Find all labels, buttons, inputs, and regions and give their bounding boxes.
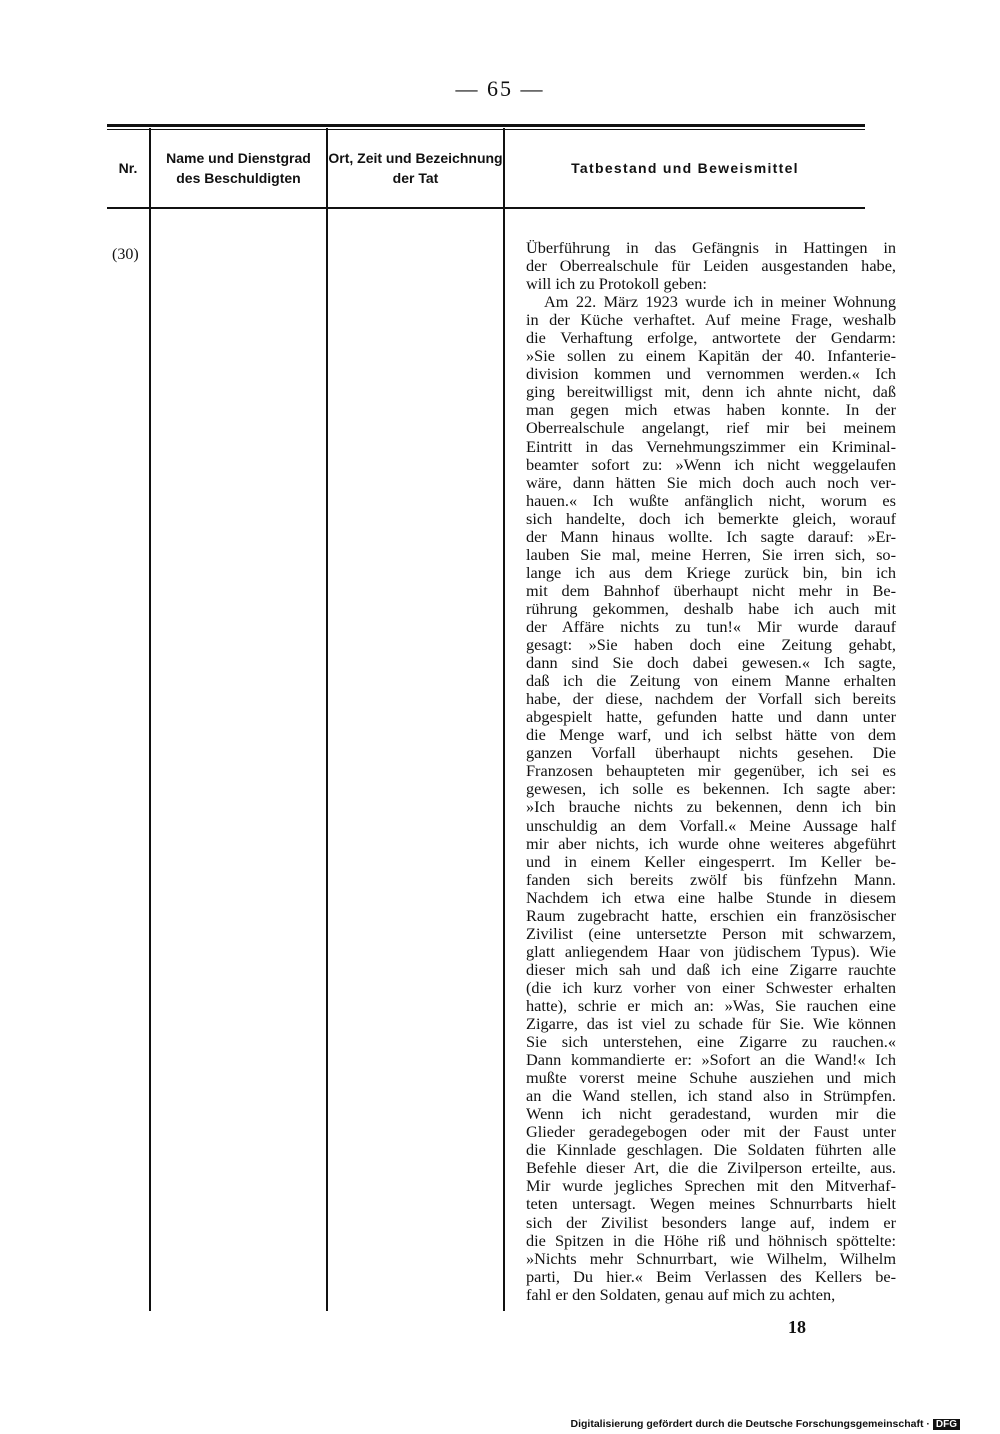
text-line: daß ich die Zeitung von einem Manne erhalten [526, 671, 896, 691]
text-line: hauen.« Ich wußte anfänglich nicht, worum es [526, 490, 896, 510]
header-ort-line2: der Tat [392, 170, 439, 186]
header-ort [328, 130, 503, 206]
text-line: dieser mich sah und daß ich eine Zigarre rauchte [526, 959, 896, 979]
text-line: beamter sofort zu: »Wenn ich nicht weggelaufen [526, 454, 896, 474]
text-line: »Ich brauche nichts zu bekennen, denn ich bin [526, 797, 896, 817]
text-line: Wenn ich nicht geradestand, wurden mir die [526, 1104, 896, 1124]
text-line: parti, Du hier.« Beim Verlassen des Kellers be- [526, 1266, 896, 1286]
text-line: fahl er den Soldaten, genau auf mich zu achten, [526, 1284, 836, 1304]
text-line: Franzosen behaupteten mir gegenüber, ich sei es [526, 761, 896, 781]
sheet-number: 18 [788, 1317, 806, 1337]
text-line: Zigarre, das ist viel zu schade für Sie. Wie können [526, 1014, 896, 1034]
text-line: rührung gekommen, deshalb habe ich auch mit [526, 598, 896, 618]
text-line: Sie sich unterstehen, eine Zigarre zu rauchen.« [526, 1032, 896, 1052]
text-line: ging bereitwilligst mit, denn ich ahnte nicht, daß [526, 382, 896, 402]
text-line: sich der Zivilist besonders lange auf, indem er [526, 1212, 896, 1232]
digitization-credit [571, 1418, 961, 1430]
table-header-rule [107, 207, 865, 209]
text-line: glatt anliegendem Haar von jüdischem Typus). Wie [526, 941, 896, 961]
table-top-rule [107, 124, 865, 127]
text-line: hatte), schrie er mich an: »Was, Sie rauchen eine [526, 995, 896, 1015]
text-line: und in einem Keller eingesperrt. Im Keller be- [526, 851, 896, 871]
text-line: mir aber nichts, ich wurde ohne weiteres abgeführt [526, 833, 896, 853]
text-line: sich handelte, doch ich bemerkte gleich, worauf [526, 508, 896, 528]
text-line: Zivilist (eine untersetzte Person mit schwarzem, [526, 923, 896, 943]
text-line: Am 22. März 1923 wurde ich in meiner Wohnung [544, 292, 896, 312]
text-line: in der Küche verhaftet. Auf meine Frage, weshalb [526, 310, 896, 330]
text-line: wäre, dann hätten Sie mich doch auch noch ver- [526, 472, 896, 492]
column-divider [503, 128, 505, 1311]
text-line: »Sie sollen zu einem Kapitän der 40. Infanterie- [526, 346, 896, 366]
text-line: teten untersagt. Wegen meines Schnurrbarts hielt [526, 1194, 896, 1214]
text-line: die Kinnlade geschlagen. Die Soldaten führten alle [526, 1140, 896, 1160]
page-number-header: — 65 — [455, 76, 545, 101]
dfg-logo: DFG [933, 1419, 960, 1430]
text-line: lange ich aus dem Kriege zurück bin, bin ich [526, 562, 896, 582]
text-line: fanden sich bereits zwölf bis fünfzehn Mann. [526, 869, 896, 889]
text-line: mit dem Bahnhof überhaupt nicht mehr in Be- [526, 580, 896, 600]
column-divider [149, 128, 151, 1311]
text-line: man gegen mich etwas haben konnte. In der [526, 400, 896, 420]
text-line: Raum zugebracht hatte, erschien ein französischer [526, 905, 896, 925]
text-line: »Nichts mehr Schnurrbart, wie Wilhelm, Wilhelm [526, 1248, 896, 1268]
text-line: die Spitzen in die Höhe riß und höhnisch spöttelte: [526, 1230, 896, 1250]
header-name [151, 130, 326, 206]
text-line: die Verhaftung erfolge, antwortete der Gendarm: [526, 328, 896, 348]
text-line: gewesen, ich solle es bekennen. Ich sagte aber: [526, 779, 896, 799]
text-line: der Affäre nichts zu tun!« Mir wurde darauf [526, 616, 896, 636]
text-line: mußte vorerst meine Schuhe ausziehen und mich [526, 1068, 896, 1088]
text-line: Nachdem ich etwa eine halbe Stunde in diesem [526, 887, 896, 907]
text-line: division kommen und vernommen werden.« Ich [526, 364, 896, 384]
header-name-line2: des Beschuldigten [176, 170, 301, 186]
text-line: will ich zu Protokoll geben: [526, 274, 707, 294]
header-ort-line1: Ort, Zeit und Bezeichnung [328, 150, 503, 166]
text-line: lauben Sie mal, meine Herren, Sie irren sich, so- [526, 544, 896, 564]
text-line: der Mann hinaus wollte. Ich sagte darauf: »Er- [526, 526, 896, 546]
entry-number: (30) [112, 246, 139, 263]
text-line: unschuldig an dem Vorfall.« Meine Aussage half [526, 815, 896, 835]
text-line: gesagt: »Sie haben doch eine Zeitung gehabt, [526, 635, 896, 655]
text-line: an die Wand stellen, ich stand also in Strümpfen. [526, 1086, 896, 1106]
text-line: (die ich kurz vorher von einer Schwester erhalten [526, 977, 896, 997]
text-line: die Menge warf, und ich selbst hätte von dem [526, 725, 896, 745]
text-line: dann sind Sie doch dabei gewesen.« Ich sagte, [526, 653, 896, 673]
header-tatbestand [505, 130, 865, 206]
text-line: habe, der diese, nachdem der Vorfall sich bereits [526, 689, 896, 709]
text-line: Oberrealschule angelangt, rief mir bei meinem [526, 418, 896, 438]
header-name-line1: Name und Dienstgrad [166, 150, 311, 166]
text-line: ganzen Vorfall überhaupt nichts gesehen. Die [526, 743, 896, 763]
text-line: Mir wurde jegliches Sprechen mit den Mitverhaf- [526, 1176, 896, 1196]
text-line: abgespielt hatte, gefunden hatte und dann unter [526, 707, 896, 727]
digitization-credit-text: Digitalisierung gefördert durch die Deutsche Forschungsgemeinschaft · [570, 1418, 930, 1430]
text-line: der Oberrealschule für Leiden ausgestanden habe, [526, 256, 896, 276]
testimony-text [526, 239, 896, 1304]
text-line: Befehle dieser Art, die die Zivilperson erteilte, aus. [526, 1158, 896, 1178]
text-line: Überführung in das Gefängnis in Hattingen in [526, 238, 896, 257]
text-line: Dann kommandierte er: »Sofort an die Wand!« Ich [526, 1050, 896, 1070]
header-nr [107, 130, 149, 206]
text-line: Glieder geradegebogen oder mit der Faust unter [526, 1122, 896, 1142]
text-line: Eintritt in das Vernehmungszimmer ein Kriminal- [526, 436, 896, 456]
header-tatbestand-label: Tatbestand und Beweismittel [571, 160, 799, 176]
header-nr-label: Nr. [118, 160, 138, 176]
column-divider [326, 128, 328, 1311]
